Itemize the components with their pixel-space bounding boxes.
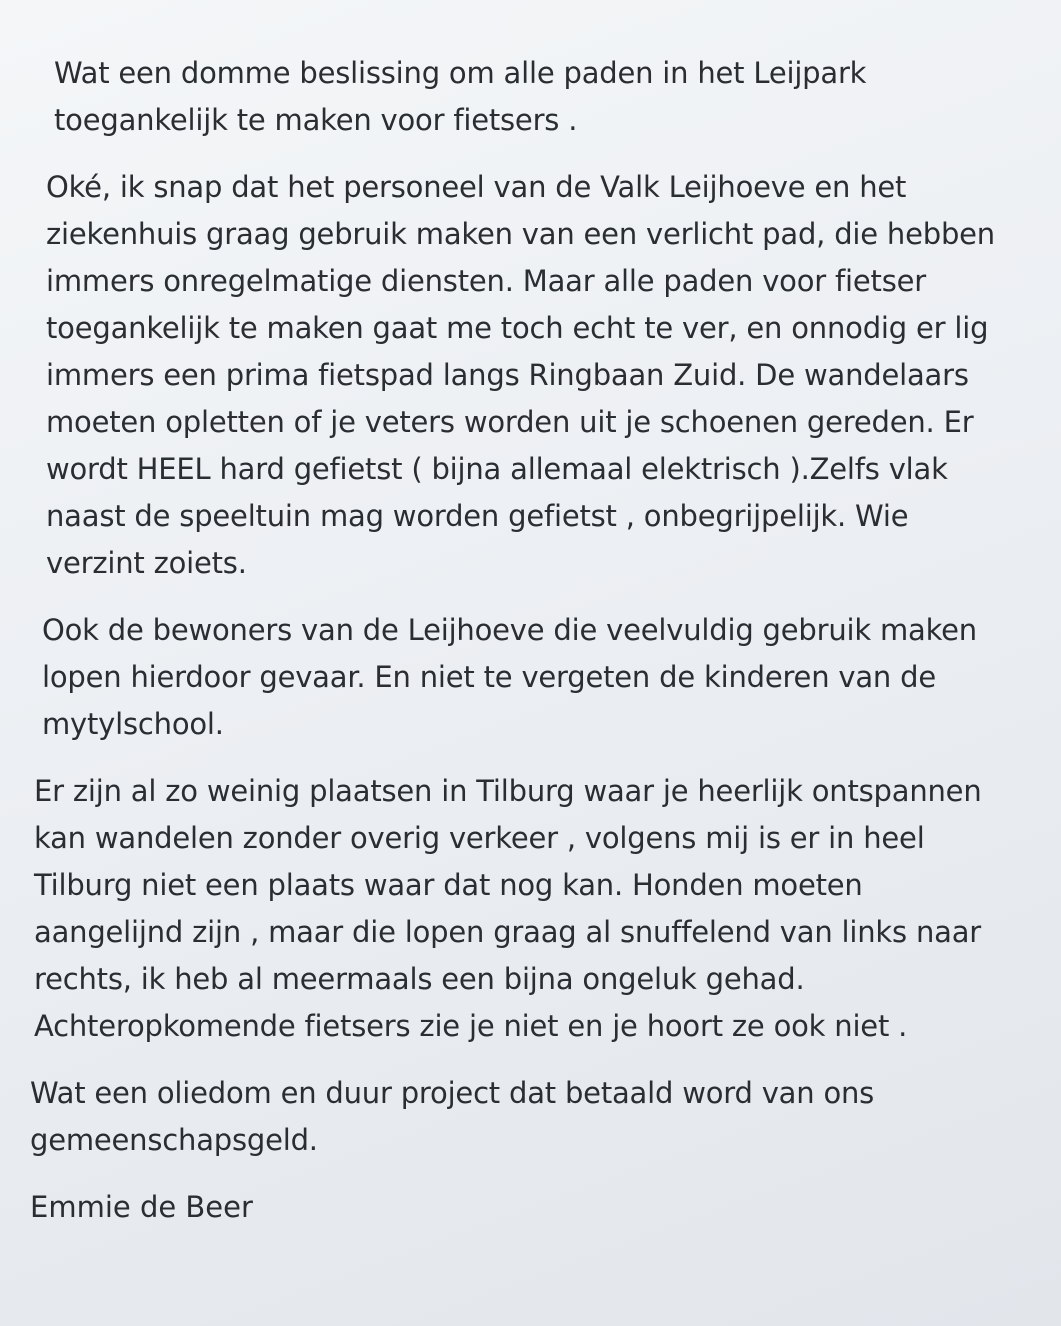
paragraph-2 (40, 164, 1041, 587)
text-line: kan wandelen zonder overig verkeer , volgens mij is er in heel (34, 821, 925, 855)
text-line: lopen hierdoor gevaar. En niet te vergeten de kinderen van de (42, 660, 936, 694)
signature: Emmie de Beer (30, 1190, 253, 1224)
text-line: Wat een oliedom en duur project dat betaald word van ons (30, 1076, 875, 1110)
text-line: aangelijnd zijn , maar die lopen graag al snuffelend van links naar (34, 915, 981, 949)
text-line: wordt HEEL hard gefietst ( bijna allemaal elektrisch ).Zelfs vlak (46, 452, 948, 486)
text-line: immers onregelmatige diensten. Maar alle paden voor fietser (46, 264, 926, 298)
text-line: ziekenhuis graag gebruik maken van een verlicht pad, die hebben (46, 217, 995, 251)
text-line: Oké, ik snap dat het personeel van de Valk Leijhoeve en het (46, 170, 907, 204)
paragraph-1 (40, 50, 1041, 144)
paragraph-4 (34, 768, 1041, 1050)
text-line: toegankelijk te maken gaat me toch echt te ver, en onnodig er lig (46, 311, 989, 345)
text-line: rechts, ik heb al meermaals een bijna ongeluk gehad. (34, 962, 805, 996)
text-line: toegankelijk te maken voor fietsers . (54, 103, 578, 137)
text-line: verzint zoiets. (46, 546, 247, 580)
text-line: immers een prima fietspad langs Ringbaan Zuid. De wandelaars (46, 358, 969, 392)
paragraph-5 (30, 1070, 1041, 1164)
text-line: Er zijn al zo weinig plaatsen in Tilburg waar je heerlijk ontspannen (34, 774, 982, 808)
text-line: moeten opletten of je veters worden uit je schoenen gereden. Er (46, 405, 974, 439)
text-line: Ook de bewoners van de Leijhoeve die veelvuldig gebruik maken (42, 613, 977, 647)
text-line: Wat een domme beslissing om alle paden in het Leijpark (54, 56, 867, 90)
paragraph-3 (40, 607, 1041, 748)
text-line: Tilburg niet een plaats waar dat nog kan. Honden moeten (34, 868, 863, 902)
text-line: gemeenschapsgeld. (30, 1123, 318, 1157)
text-line: mytylschool. (42, 707, 224, 741)
text-line: naast de speeltuin mag worden gefietst , onbegrijpelijk. Wie (46, 499, 909, 533)
text-line: Achteropkomende fietsers zie je niet en je hoort ze ook niet . (34, 1009, 908, 1043)
